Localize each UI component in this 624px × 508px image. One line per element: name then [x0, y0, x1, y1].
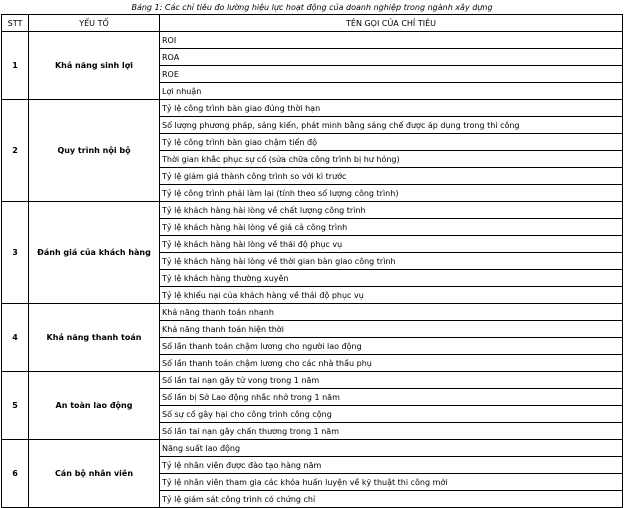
stt-cell: 3 [2, 202, 29, 304]
table-row [2, 372, 623, 389]
header-stt: STT [2, 15, 29, 32]
metric-cell: Số lần thanh toán chậm lương cho người lao động [160, 338, 623, 355]
metric-cell: Số lần tai nạn gây chấn thương trong 1 năm [160, 423, 623, 440]
factor-cell: Quy trình nội bộ [29, 100, 160, 202]
stt-cell: 2 [2, 100, 29, 202]
factor-cell: Đánh giá của khách hàng [29, 202, 160, 304]
table-row [2, 100, 623, 117]
metric-cell: Tỷ lệ nhân viên tham gia các khóa huấn luyện về kỹ thuật thi công mới [160, 474, 623, 491]
metric-cell: Khả năng thanh toán nhanh [160, 304, 623, 321]
metric-cell: Lợi nhuận [160, 83, 623, 100]
metric-cell: Tỷ lệ giảm giá thành công trình so với kì trước [160, 168, 623, 185]
metric-cell: ROI [160, 32, 623, 49]
metric-cell: Số lần bị Sở Lao động nhắc nhở trong 1 năm [160, 389, 623, 406]
metric-cell: Tỷ lệ khách hàng hài lòng về giá cả công trình [160, 219, 623, 236]
metric-cell: ROA [160, 49, 623, 66]
header-factor: YẾU TỐ [29, 15, 160, 32]
table-row [2, 202, 623, 219]
header-metric: TÊN GỌI CỦA CHỈ TIÊU [160, 15, 623, 32]
metric-cell: Tỷ lệ khách hàng hài lòng về chất lượng công trình [160, 202, 623, 219]
factor-cell: An toàn lao động [29, 372, 160, 440]
factor-cell: Khả năng thanh toán [29, 304, 160, 372]
metric-cell: ROE [160, 66, 623, 83]
table-caption: Bảng 1: Các chỉ tiêu đo lường hiệu lực hoạt động của doanh nghiệp trong ngành xây dựng [131, 3, 493, 12]
metric-cell: Tỷ lệ khách hàng hài lòng về thái độ phục vụ [160, 236, 623, 253]
metric-cell: Tỷ lệ công trình bàn giao đúng thời hạn [160, 100, 623, 117]
metric-cell: Năng suất lao động [160, 440, 623, 457]
factor-cell: Cán bộ nhân viên [29, 440, 160, 508]
metric-cell: Tỷ lệ khách hàng thường xuyên [160, 270, 623, 287]
metric-cell: Khả năng thanh toán hiện thời [160, 321, 623, 338]
indicator-table [1, 14, 623, 508]
stt-cell: 1 [2, 32, 29, 100]
stt-cell: 5 [2, 372, 29, 440]
table-row [2, 32, 623, 49]
table-row [2, 304, 623, 321]
metric-cell: Tỷ lệ công trình bàn giao chậm tiến độ [160, 134, 623, 151]
stt-cell: 6 [2, 440, 29, 508]
factor-cell: Khả năng sinh lợi [29, 32, 160, 100]
metric-cell: Số lần tai nạn gây tử vong trong 1 năm [160, 372, 623, 389]
metric-cell: Tỷ lệ giám sát công trình có chứng chỉ [160, 491, 623, 508]
metric-cell: Tỷ lệ khiếu nại của khách hàng về thái độ phục vụ [160, 287, 623, 304]
metric-cell: Tỷ lệ nhân viên được đào tạo hàng năm [160, 457, 623, 474]
metric-cell: Số lần thanh toán chậm lương cho các nhà thầu phụ [160, 355, 623, 372]
metric-cell: Tỷ lệ công trình phải làm lại (tính theo số lượng công trình) [160, 185, 623, 202]
table-body [2, 32, 623, 508]
header-row [2, 15, 623, 32]
stt-cell: 4 [2, 304, 29, 372]
metric-cell: Số lượng phương pháp, sáng kiến, phát minh bằng sáng chế được áp dụng trong thi công [160, 117, 623, 134]
table-row [2, 440, 623, 457]
metric-cell: Thời gian khắc phục sự cố (sửa chữa công trình bị hư hỏng) [160, 151, 623, 168]
metric-cell: Tỷ lệ khách hàng hài lòng về thời gian bàn giao công trình [160, 253, 623, 270]
metric-cell: Số sự cố gây hại cho công trình công cộng [160, 406, 623, 423]
